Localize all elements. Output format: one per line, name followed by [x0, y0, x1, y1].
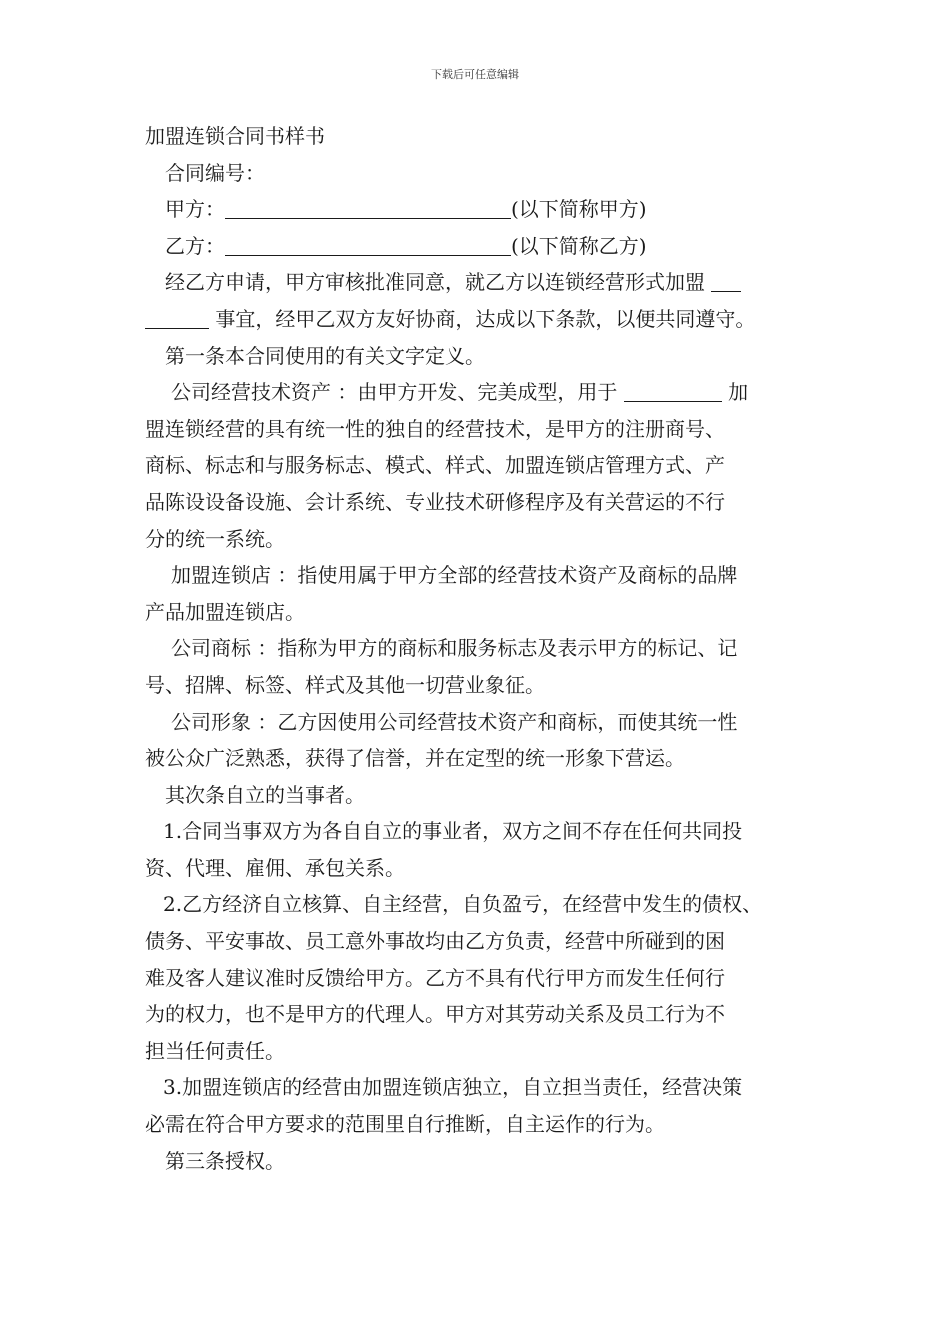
party-a-line: [145, 191, 810, 228]
item-2-line-2: 债务、平安事故、员工意外事故均由乙方负责，经营中所碰到的困: [145, 929, 725, 954]
party-b-blank: [225, 235, 511, 256]
party-a-blank: [225, 198, 511, 219]
def-mark-line-2: 号、招牌、标签、样式及其他一切营业象征。: [145, 672, 545, 697]
def-store-line-2: 产品加盟连锁店。: [145, 599, 305, 624]
intro-line-2: [145, 301, 810, 338]
party-a-suffix: (以下简称甲方): [511, 197, 647, 222]
item-1-line-2: 资、代理、雇佣、承包关系。: [145, 855, 405, 880]
franchise-blank-2: [145, 308, 209, 329]
def-tech-line-2: 盟连锁经营的具有统一性的独自的经营技术，是甲方的注册商号、: [145, 416, 725, 441]
def-mark-line-1: 公司商标 ：指称为甲方的商标和服务标志及表示甲方的标记、记: [171, 636, 738, 661]
item-3-line-1: 3.加盟连锁店的经营由加盟连锁店独立，自立担当责任，经营决策: [163, 1075, 743, 1100]
party-a-label: 甲方：: [165, 197, 225, 222]
item-2-line-1: 2.乙方经济自立核算、自主经营，自负盈亏，在经营中发生的债权、: [163, 892, 763, 917]
def-tech-line-1: [145, 374, 810, 411]
party-b-label: 乙方：: [165, 233, 225, 258]
article-2-title: 其次条自立的当事者。: [165, 782, 365, 807]
document-body: [145, 118, 810, 1179]
def-image-line-1: 公司形象 ：乙方因使用公司经营技术资产和商标，而使其统一性: [171, 709, 738, 734]
def-tech-text-1a: 公司经营技术资产 ：由甲方开发、完美成型，用于: [171, 380, 618, 405]
def-tech-line-3: 商标、标志和与服务标志、模式、样式、加盟连锁店管理方式、产: [145, 453, 725, 478]
article-3-title: 第三条授权。: [165, 1148, 285, 1173]
tech-blank: [624, 381, 722, 402]
contract-number-label: 合同编号：: [165, 160, 265, 185]
franchise-blank-1: [711, 271, 741, 292]
item-1-line-1: 1.合同当事双方为各自自立的事业者，双方之间不存在任何共同投: [163, 819, 743, 844]
party-b-line: [145, 228, 810, 265]
intro-text-2: 事宜，经甲乙双方友好协商，达成以下条款，以便共同遵守。: [215, 306, 756, 331]
def-store-line-1: 加盟连锁店 ：指使用属于甲方全部的经营技术资产及商标的品牌: [171, 563, 738, 588]
intro-text-1: 经乙方申请，甲方审核批准同意，就乙方以连锁经营形式加盟: [165, 270, 705, 295]
document-title: 加盟连锁合同书样书: [145, 124, 325, 148]
def-image-line-2: 被公众广泛熟悉，获得了信誉，并在定型的统一形象下营运。: [145, 746, 685, 771]
item-2-line-4: 为的权力，也不是甲方的代理人。甲方对其劳动关系及员工行为不: [145, 1002, 725, 1027]
intro-line-1: [145, 264, 810, 301]
item-2-line-3: 难及客人建议准时反馈给甲方。乙方不具有代行甲方而发生任何行: [145, 965, 725, 990]
page-header: 下载后可任意编辑: [431, 68, 519, 81]
item-3-line-2: 必需在符合甲方要求的范围里自行推断，自主运作的行为。: [145, 1112, 665, 1137]
item-2-line-5: 担当任何责任。: [145, 1038, 285, 1063]
def-tech-line-5: 分的统一系统。: [145, 526, 285, 551]
def-tech-text-1b: 加: [728, 380, 749, 405]
article-1-title: 第一条本合同使用的有关文字定义。: [165, 343, 485, 368]
party-b-suffix: (以下简称乙方): [511, 233, 647, 258]
def-tech-line-4: 品陈设设备设施、会计系统、专业技术研修程序及有关营运的不行: [145, 489, 725, 514]
